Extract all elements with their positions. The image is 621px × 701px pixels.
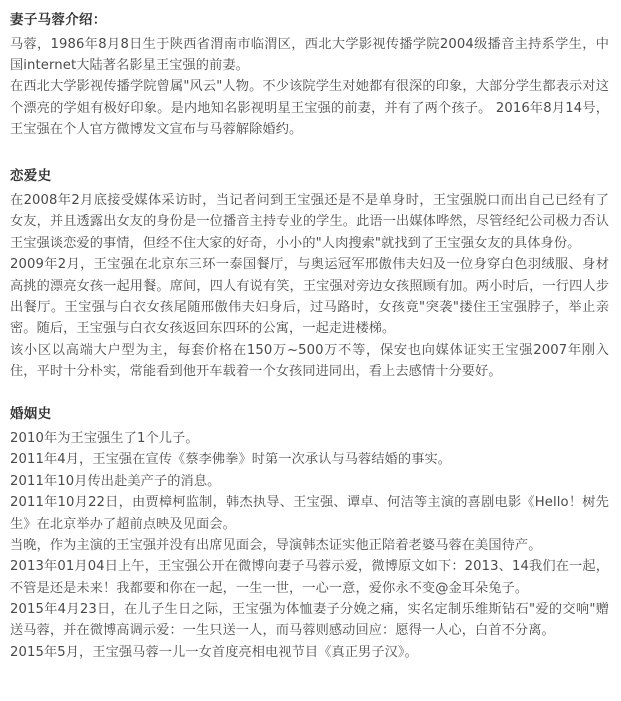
section-intro bbox=[10, 10, 609, 140]
paragraph: 在西北大学影视传播学院曾属"风云"人物。不少该院学生对她都有很深的印象，大部分学生都表示对这个漂亮的学姐有极好印象。是内地知名影视明星王宝强的前妻，并有了两个孩子。 2016年8月14号，王宝强在个人官方微博发文宣布与马蓉解除婚约。 bbox=[10, 79, 609, 138]
paragraph: 2015年5月，王宝强马蓉一儿一女首度亮相电视节目《真正男子汉》。 bbox=[10, 644, 418, 660]
section-love-history bbox=[10, 166, 609, 382]
paragraph: 在2008年2月底接受媒体采访时，当记者问到王宝强还是不是单身时，王宝强脱口而出自己已经有了女友，并且透露出女友的身份是一位播音主持专业的学生。此语一出媒体哗然，尽管经纪公司极力否认王宝强谈恋爱的事情，但经不住大家的好奇，小小的"人肉搜索"就找到了王宝强女友的具体身份。 bbox=[10, 193, 609, 251]
paragraph: 马蓉，1986年8月8日生于陕西省渭南市临渭区，西北大学影视传播学院2004级播音主持系学生，中国internet大陆著名影星王宝强的前妻。 bbox=[10, 36, 609, 73]
section-title-intro: 妻子马蓉介绍： bbox=[10, 12, 107, 28]
paragraph: 2013年01月04日上午，王宝强公开在微博向妻子马蓉示爱，微博原文如下：2013、14我们在一起，不管是还是未来！我都要和你在一起，一生一世，一心一意，爱你永不变@金耳朵兔子。 bbox=[10, 559, 609, 596]
section-marriage-history bbox=[10, 404, 609, 663]
paragraph: 2009年2月，王宝强在北京东三环一泰国餐厅，与奥运冠军邢傲伟夫妇及一位身穿白色羽绒服、身材高挑的漂亮女孩一起用餐。席间，四人有说有笑，王宝强对旁边女孩照顾有加。两小时后，一行四人步出餐厅。王宝强与白衣女孩尾随邢傲伟夫妇身后，过马路时，女孩竟"突袭"搂住王宝强脖子，举止亲密。随后，王宝强与白衣女孩返回东四环的公寓，一起走进楼梯。 bbox=[10, 257, 609, 337]
paragraph: 2011年10月22日，由贾樟柯监制，韩杰执导、王宝强、谭卓、何洁等主演的喜剧电影《Hello！树先生》在北京举办了超前点映及见面会。 bbox=[10, 495, 609, 532]
paragraph: 2010年为王宝强生了1个儿子。 bbox=[10, 431, 199, 447]
section-spacer bbox=[10, 382, 609, 404]
paragraph: 2011年10月传出赴美产子的消息。 bbox=[10, 473, 221, 489]
section-spacer bbox=[10, 140, 609, 166]
paragraph: 2011年4月，王宝强在宣传《蔡李佛拳》时第一次承认与马蓉结婚的事实。 bbox=[10, 452, 452, 468]
section-title-marriage-history: 婚姻史 bbox=[10, 406, 52, 423]
paragraph: 该小区以高端大户型为主，每套价格在150万~500万不等，保安也向媒体证实王宝强2007年刚入住，平时十分朴实，常能看到他开车载着一个女孩同进同出，看上去感情十分要好。 bbox=[10, 342, 609, 380]
paragraph: 2015年4月23日，在儿子生日之际，王宝强为体恤妻子分娩之痛，实名定制乐维斯钻石"爱的交响"赠送马蓉，并在微博高调示爱：一生只送一人，而马蓉则感动回应：愿得一人心，白首不分离。 bbox=[10, 602, 609, 639]
section-title-love-history: 恋爱史 bbox=[10, 168, 52, 185]
paragraph: 当晚，作为主演的王宝强并没有出席见面会，导演韩杰证实他正陪着老婆马蓉在美国待产。 bbox=[10, 537, 542, 553]
